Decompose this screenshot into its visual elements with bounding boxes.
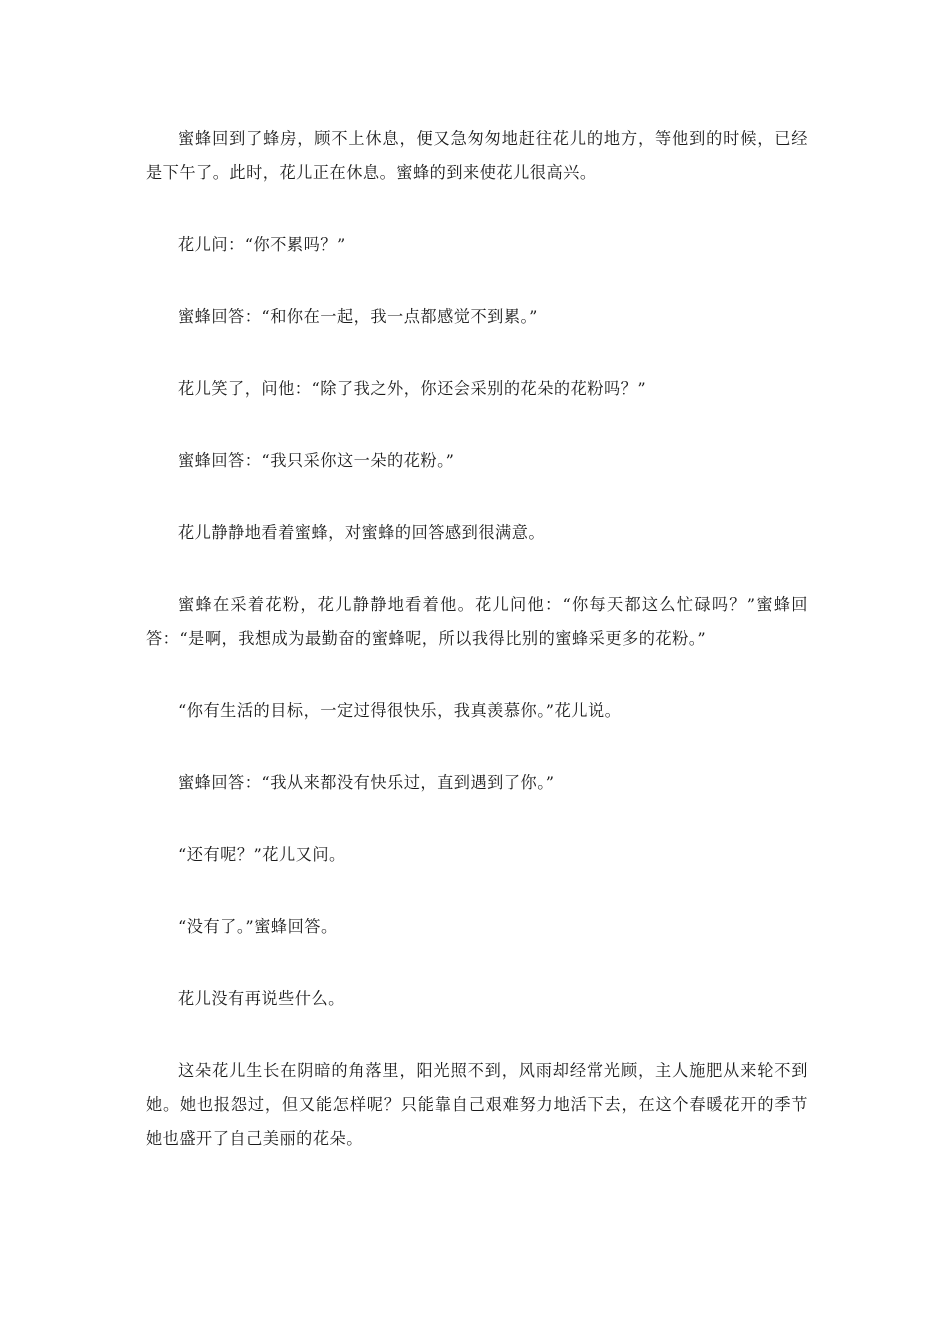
paragraph-11: “没有了。”蜜蜂回答。 bbox=[178, 917, 338, 936]
paragraph-13: 这朵花儿生长在阴暗的角落里，阳光照不到，风雨却经常光顾，主人施肥从来轮不到她。她也报怨过，但又能怎样呢？只能靠自己艰难努力地活下去，在这个春暖花开的季节她也盛开了自己美丽的花朵。 bbox=[146, 1061, 808, 1148]
paragraph-8: “你有生活的目标，一定过得很快乐，我真羡慕你。”花儿说。 bbox=[178, 701, 622, 720]
paragraph-10: “还有呢？”花儿又问。 bbox=[178, 845, 346, 864]
paragraph-4: 花儿笑了，问他：“除了我之外，你还会采别的花朵的花粉吗？” bbox=[178, 379, 647, 398]
paragraph-3: 蜜蜂回答：“和你在一起，我一点都感觉不到累。” bbox=[178, 307, 538, 326]
document-page bbox=[146, 122, 808, 1156]
paragraph-12: 花儿没有再说些什么。 bbox=[178, 989, 345, 1008]
paragraph-1: 蜜蜂回到了蜂房，顾不上休息，便又急匆匆地赶往花儿的地方，等他到的时候，已经是下午了。此时，花儿正在休息。蜜蜂的到来使花儿很高兴。 bbox=[146, 129, 808, 182]
paragraph-2: 花儿问：“你不累吗？” bbox=[178, 235, 346, 254]
paragraph-7: 蜜蜂在采着花粉，花儿静静地看着他。花儿问他：“你每天都这么忙碌吗？”蜜蜂回答：“是啊，我想成为最勤奋的蜜蜂呢，所以我得比别的蜜蜂采更多的花粉。” bbox=[146, 595, 808, 648]
paragraph-5: 蜜蜂回答：“我只采你这一朵的花粉。” bbox=[178, 451, 455, 470]
paragraph-6: 花儿静静地看着蜜蜂，对蜜蜂的回答感到很满意。 bbox=[178, 523, 546, 542]
paragraph-9: 蜜蜂回答：“我从来都没有快乐过，直到遇到了你。” bbox=[178, 773, 555, 792]
